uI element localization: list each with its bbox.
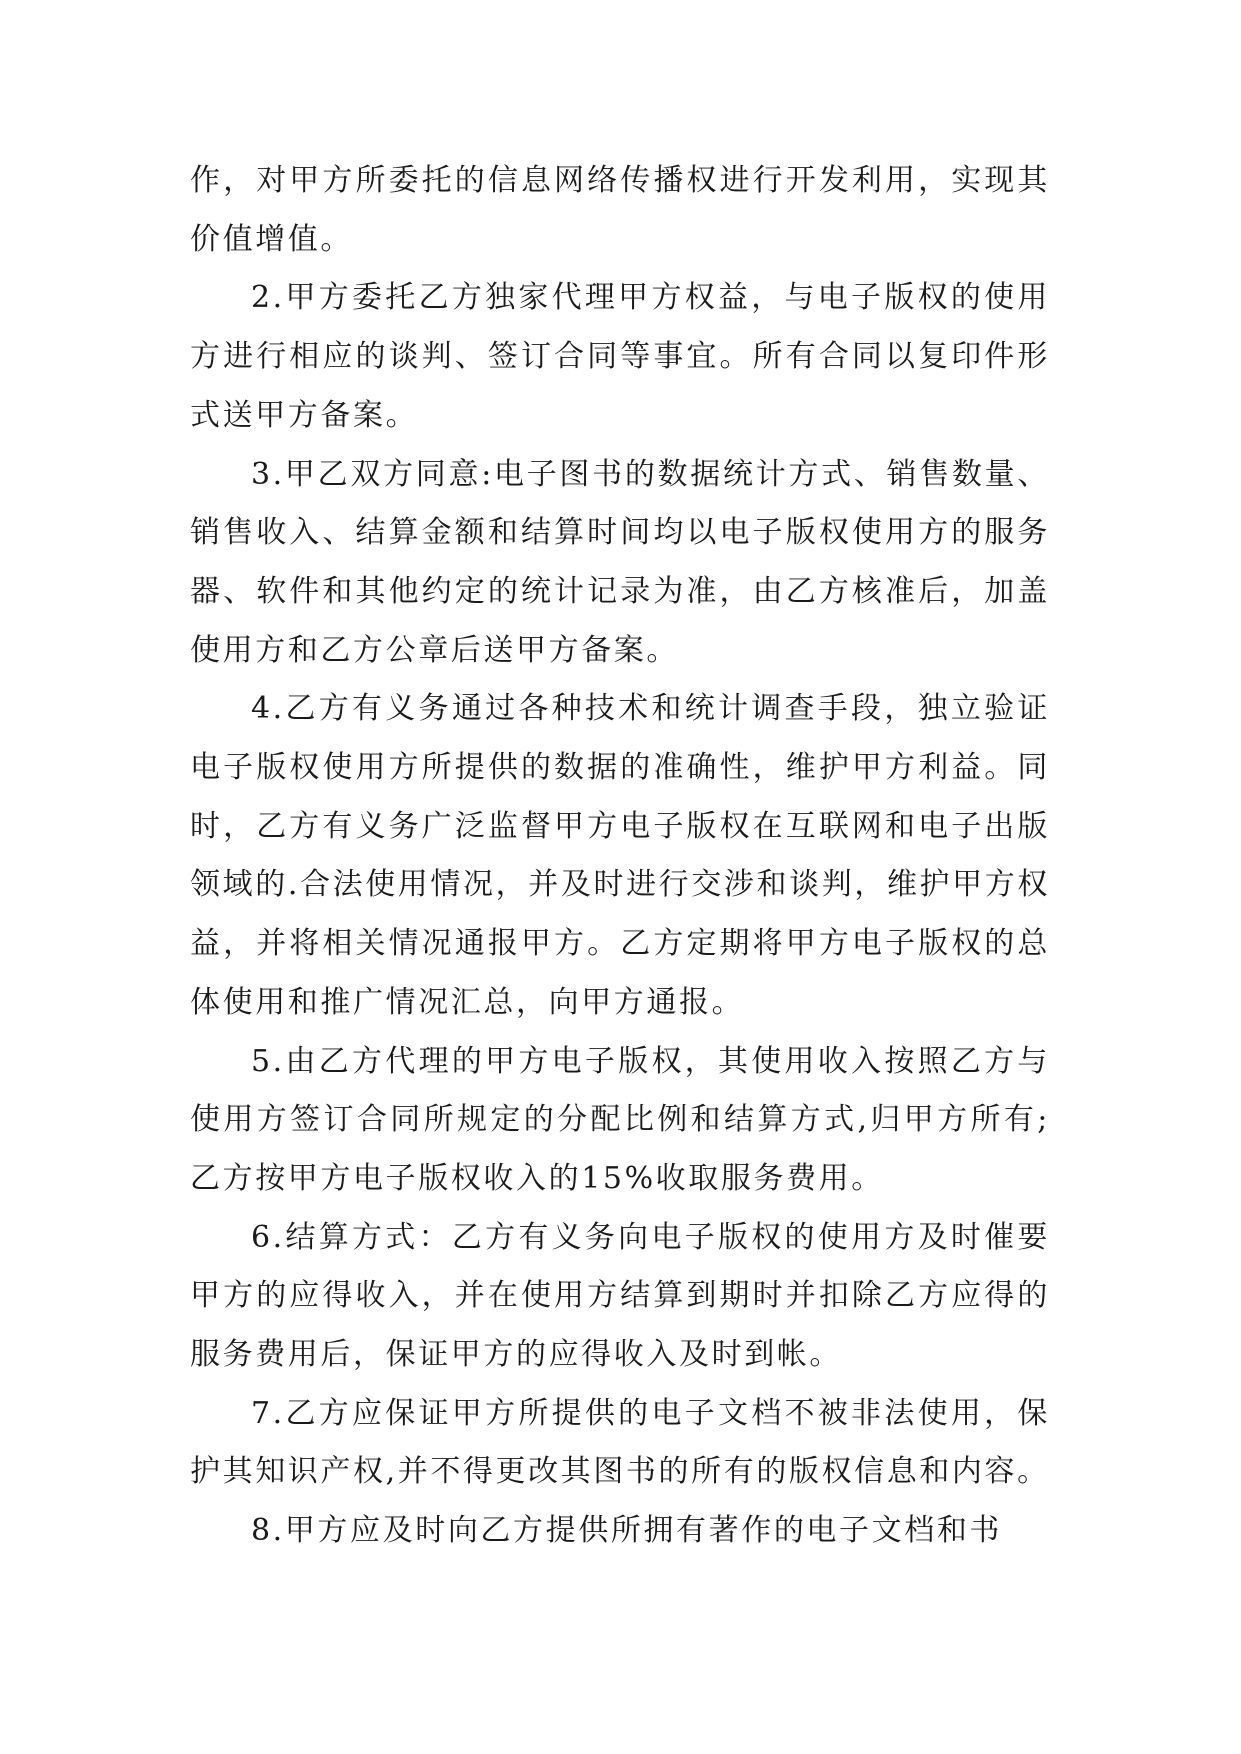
clause-8: 8.甲方应及时向乙方提供所拥有著作的电子文档和书	[251, 1513, 1003, 1549]
clause-6: 6.结算方式：乙方有义务向电子版权的使用方及时催要甲方的应得收入，并在使用方结算到期时并扣除乙方应得的服务费用后，保证甲方的应得收入及时到帐。	[190, 1219, 1050, 1373]
clause-2: 2.甲方委托乙方独家代理甲方权益，与电子版权的使用方进行相应的谈判、签订合同等事宜。所有合同以复印件形式送甲方备案。	[190, 280, 1050, 433]
clause-3: 3.甲乙双方同意:电子图书的数据统计方式、销售数量、销售收入、结算金额和结算时间均以电子版权使用方的服务器、软件和其他约定的统计记录为准，由乙方核准后，加盖使用方和乙方公章后送甲方备案。	[190, 456, 1050, 668]
document-body	[190, 152, 1050, 1561]
paragraph-continuation: 作，对甲方所委托的信息网络传播权进行开发利用，实现其价值增值。	[190, 163, 1050, 257]
clause-7: 7.乙方应保证甲方所提供的电子文档不被非法使用，保护其知识产权,并不得更改其图书的所有的版权信息和内容。	[190, 1395, 1050, 1490]
clause-5: 5.由乙方代理的甲方电子版权，其使用收入按照乙方与使用方签订合同所规定的分配比例和结算方式,归甲方所有;乙方按甲方电子版权收入的15%收取服务费用。	[190, 1043, 1050, 1196]
clause-4: 4.乙方有义务通过各种技术和统计调查手段，独立验证电子版权使用方所提供的数据的准确性，维护甲方利益。同时，乙方有义务广泛监督甲方电子版权在互联网和电子出版领域的.合法使用情况，并及时进行交涉和谈判，维护甲方权益，并将相关情况通报甲方。乙方定期将甲方电子版权的总体使用和推广情况汇总，向甲方通报。	[190, 691, 1050, 1020]
